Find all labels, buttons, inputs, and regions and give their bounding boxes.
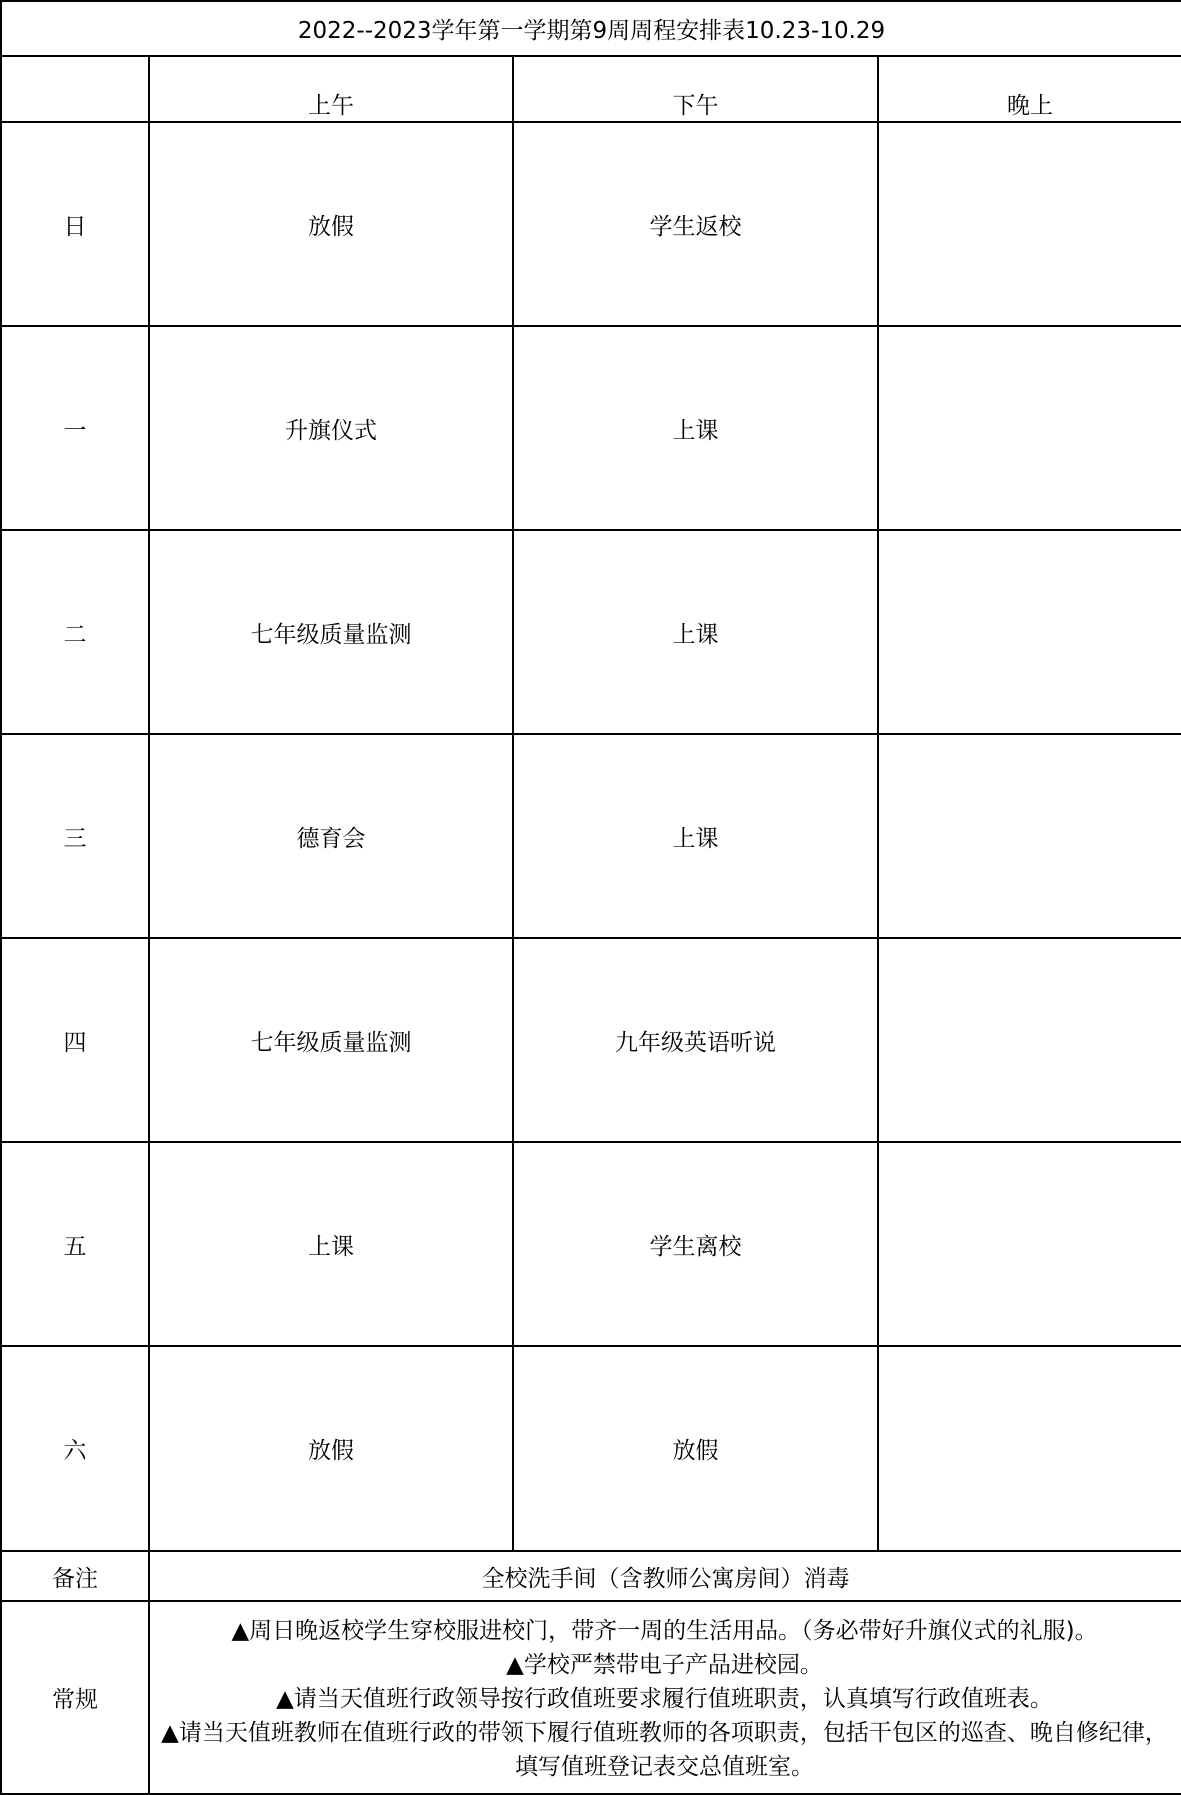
- routine-item: ▲请当天值班教师在值班行政的带领下履行值班教师的各项职责，包括干包区的巡查、晚自修纪律，填写值班登记表交总值班室。: [161, 1719, 1168, 1780]
- day-label: 四: [1, 938, 149, 1142]
- morning-cell: 放假: [149, 122, 513, 326]
- evening-cell: [878, 1346, 1181, 1551]
- evening-cell: [878, 122, 1181, 326]
- morning-cell: 放假: [149, 1346, 513, 1551]
- schedule-title: 2022--2023学年第一学期第9周周程安排表10.23-10.29: [1, 1, 1181, 56]
- remarks-row: [1, 1551, 1181, 1601]
- day-row-thursday: [1, 938, 1181, 1142]
- routine-row: [1, 1601, 1181, 1794]
- remarks-text: 全校洗手间（含教师公寓房间）消毒: [149, 1551, 1181, 1601]
- day-row-sunday: [1, 122, 1181, 326]
- day-label: 六: [1, 1346, 149, 1551]
- day-row-tuesday: [1, 530, 1181, 734]
- evening-cell: [878, 1142, 1181, 1346]
- day-label: 一: [1, 326, 149, 530]
- afternoon-cell: 学生返校: [513, 122, 878, 326]
- evening-cell: [878, 734, 1181, 938]
- afternoon-cell: 九年级英语听说: [513, 938, 878, 1142]
- title-row: [1, 1, 1181, 56]
- evening-cell: [878, 530, 1181, 734]
- day-row-monday: [1, 326, 1181, 530]
- evening-cell: [878, 326, 1181, 530]
- header-morning-label: 上午: [308, 93, 354, 119]
- day-row-saturday: [1, 1346, 1181, 1551]
- afternoon-cell: 学生离校: [513, 1142, 878, 1346]
- day-label: 日: [1, 122, 149, 326]
- day-label: 二: [1, 530, 149, 734]
- afternoon-cell: 上课: [513, 734, 878, 938]
- evening-cell: [878, 938, 1181, 1142]
- routine-item: ▲请当天值班行政领导按行政值班要求履行值班职责，认真填写行政值班表。: [276, 1685, 1053, 1712]
- afternoon-cell: 上课: [513, 530, 878, 734]
- routine-content: [149, 1601, 1181, 1794]
- day-label: 三: [1, 734, 149, 938]
- afternoon-cell: 放假: [513, 1346, 878, 1551]
- day-row-wednesday: [1, 734, 1181, 938]
- afternoon-cell: 上课: [513, 326, 878, 530]
- routine-item: ▲周日晚返校学生穿校服进校门，带齐一周的生活用品。（务必带好升旗仪式的礼服)。: [231, 1617, 1098, 1644]
- header-afternoon: [513, 56, 878, 122]
- day-label: 五: [1, 1142, 149, 1346]
- header-evening-label: 晚上: [1007, 93, 1054, 119]
- routine-item: ▲学校严禁带电子产品进校园。: [506, 1651, 823, 1678]
- morning-cell: 德育会: [149, 734, 513, 938]
- morning-cell: 上课: [149, 1142, 513, 1346]
- morning-cell: 升旗仪式: [149, 326, 513, 530]
- morning-cell: 七年级质量监测: [149, 530, 513, 734]
- header-afternoon-label: 下午: [672, 93, 719, 119]
- header-row: [1, 56, 1181, 122]
- morning-cell: 七年级质量监测: [149, 938, 513, 1142]
- remarks-label: 备注: [1, 1551, 149, 1601]
- day-row-friday: [1, 1142, 1181, 1346]
- header-day: [1, 56, 149, 122]
- routine-label: 常规: [1, 1601, 149, 1794]
- header-morning: [149, 56, 513, 122]
- header-evening: [878, 56, 1181, 122]
